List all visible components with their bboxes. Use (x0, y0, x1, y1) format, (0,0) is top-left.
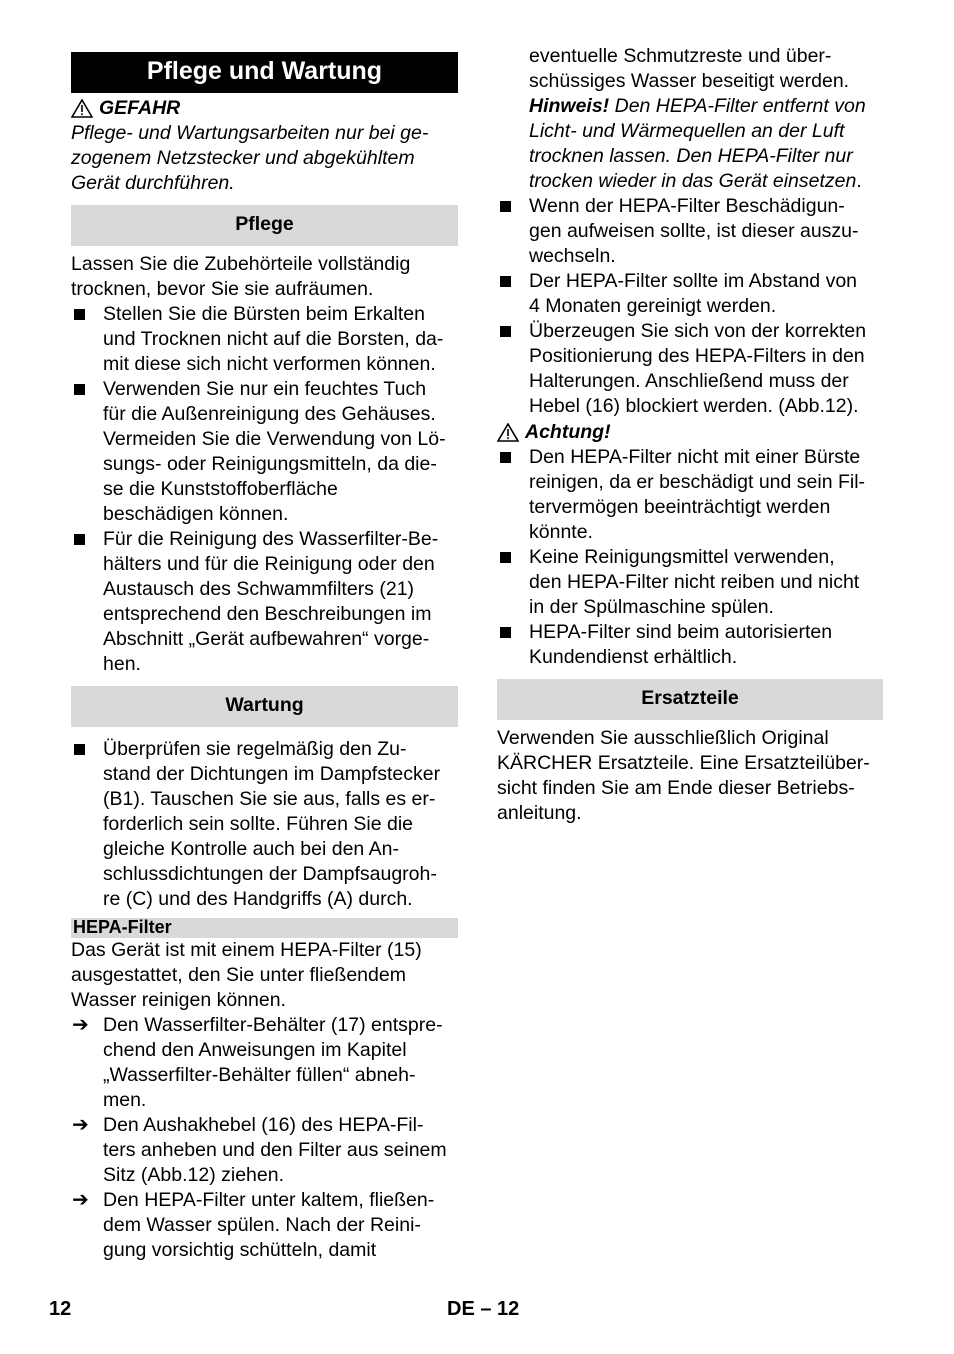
list-item: Den HEPA-Filter nicht mit einer Bürste reinigen, da er beschädigt und sein Fil- tervermögen beeinträchtigt werden könnte. (497, 445, 883, 545)
warning-triangle-icon (71, 99, 93, 118)
hepa-intro: Das Gerät ist mit einem HEPA-Filter (15) ausgestattet, den Sie unter fließendem Wasser reinigen können. (71, 939, 422, 1011)
pflege-list (71, 302, 458, 677)
arrow-right-icon: ➔ (72, 1189, 89, 1211)
left-column (71, 44, 458, 1263)
list-item: Wenn der HEPA-Filter Beschädigun- gen aufweisen sollte, ist dieser auszu- wechseln. (497, 194, 883, 269)
section-heading-pflege: Pflege (71, 205, 458, 246)
list-item: Für die Reinigung des Wasserfilter-Be- hälters und für die Reinigung oder den Austausch des Schwammfilters (21) entsprechend den Beschreibungen im Abschnitt „Gerät aufbewahren“ vorge- hen. (71, 527, 458, 677)
right-column (497, 44, 883, 826)
step-item: ➔ Den Wasserfilter-Behälter (17) entspre- chend den Anweisungen im Kapitel „Wasserfilter-Behälter füllen“ abneh- men. (72, 1014, 443, 1111)
caution-label: Achtung! (525, 421, 611, 443)
caution-heading (497, 420, 883, 445)
list-item: Verwenden Sie nur ein feuchtes Tuch für die Außenreinigung des Gehäuses. Vermeiden Sie die Verwendung von Lö- sungs- oder Reinigungsmitteln, da die- se die Kunststoffoberfläche beschädigen können. (71, 377, 458, 527)
ersatzteile-text: Verwenden Sie ausschließlich Original KÄRCHER Ersatzteile. Eine Ersatzteilüber- sicht finden Sie am Ende dieser Betriebs- anleitung. (497, 727, 870, 824)
subheading-hepa-filter: HEPA-Filter (71, 918, 458, 938)
list-item: Der HEPA-Filter sollte im Abstand von 4 Monaten gereinigt werden. (497, 269, 883, 319)
arrow-right-icon: ➔ (72, 1014, 89, 1036)
pflege-intro: Lassen Sie die Zubehörteile vollständig trocknen, bevor Sie sie aufräumen. (71, 253, 411, 300)
page-title: Pflege und Wartung (71, 52, 458, 93)
danger-label: GEFAHR (99, 97, 181, 119)
language-page-label: DE – 12 (447, 1298, 520, 1320)
list-item: HEPA-Filter sind beim autorisierten Kundendienst erhältlich. (497, 620, 883, 670)
list-item: Stellen Sie die Bürsten beim Erkalten und Trocknen nicht auf die Borsten, da- mit diese sich nicht verformen können. (71, 302, 458, 377)
danger-text: Pflege- und Wartungsarbeiten nur bei ge- zogenem Netzstecker und abgekühltem Gerät durchführen. (71, 122, 429, 194)
hint-note: Hinweis! Den HEPA-Filter entfernt von Licht- und Wärmequellen an der Luft trocknen lassen. Den HEPA-Filter nur trocken wieder in das Gerät einsetzen. (529, 95, 866, 192)
page-number: 12 (49, 1298, 72, 1320)
step-item: ➔ Den HEPA-Filter unter kaltem, fließen- dem Wasser spülen. Nach der Reini- gung vorsichtig schütteln, damit (72, 1189, 435, 1261)
section-heading-wartung: Wartung (71, 686, 458, 727)
step-continuation: eventuelle Schmutzreste und über- schüssiges Wasser beseitigt werden. (529, 45, 850, 92)
list-item: Überprüfen sie regelmäßig den Zu- stand der Dichtungen im Dampfstecker (B1). Tauschen Sie sie aus, falls es er- forderlich sein sollte. Führen Sie die gleiche Kontrolle auch bei den An- schlussdichtungen der Dampfsaugroh- re (C) und des Handgriffs (A) durch. (71, 737, 458, 912)
arrow-right-icon: ➔ (72, 1114, 89, 1136)
list-item: Keine Reinigungsmittel verwenden, den HEPA-Filter nicht reiben und nicht in der Spülmaschine spülen. (497, 545, 883, 620)
hepa-notes-list (497, 194, 883, 419)
warning-triangle-icon (497, 423, 519, 442)
step-item: ➔ Den Aushakhebel (16) des HEPA-Fil- ters anheben und den Filter aus seinem Sitz (Abb.12) ziehen. (72, 1114, 447, 1186)
hepa-steps (71, 1013, 458, 1263)
hint-label: Hinweis! (529, 95, 610, 117)
section-heading-ersatzteile: Ersatzteile (497, 679, 883, 720)
list-item: Überzeugen Sie sich von der korrekten Positionierung des HEPA-Filters in den Halterungen. Anschließend muss der Hebel (16) blockiert werden. (Abb.12). (497, 319, 883, 419)
caution-list (497, 445, 883, 670)
danger-heading (71, 96, 458, 121)
wartung-list (71, 737, 458, 912)
